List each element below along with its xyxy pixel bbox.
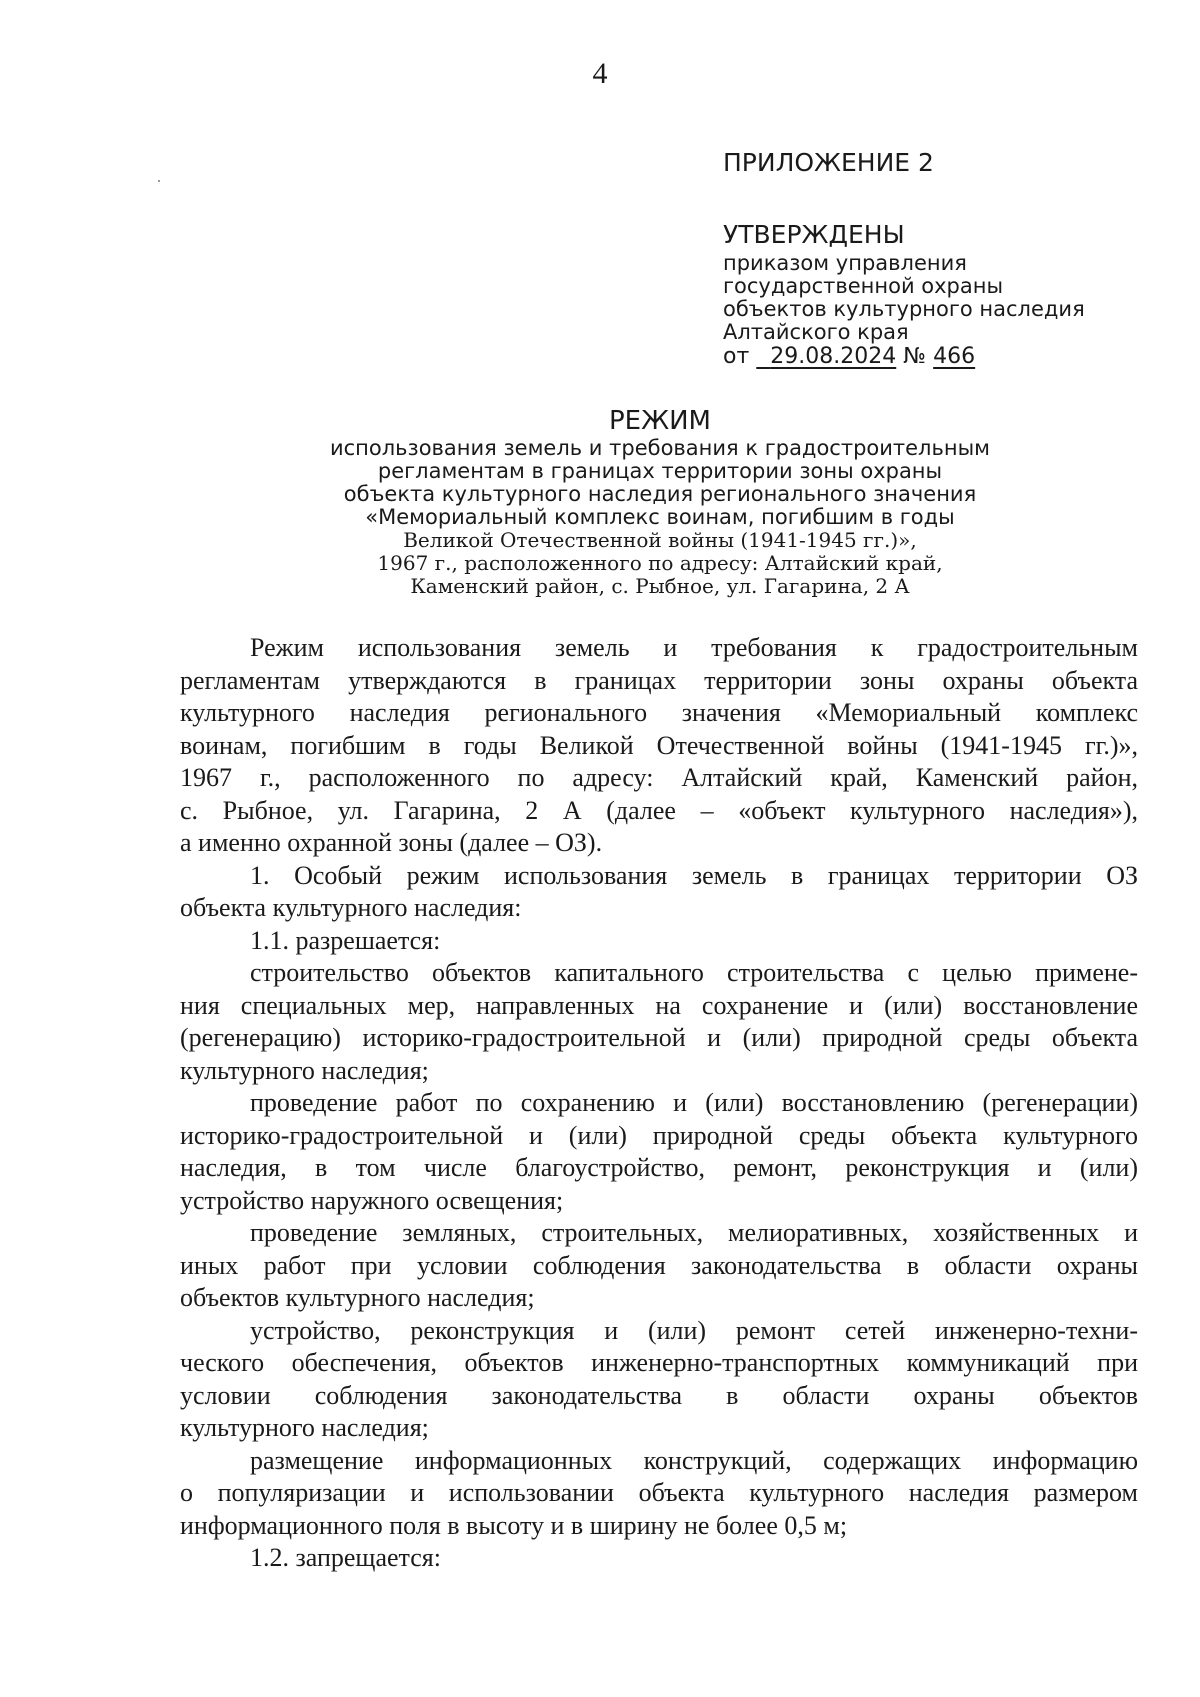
body-line: проведение работ по сохранению и (или) восстановлению (регенерации) [250,1088,1138,1117]
body-line: а именно охранной зоны (далее – ОЗ). [180,828,603,857]
order-date: 29.08.2024 [770,344,897,369]
appendix-label: ПРИЛОЖЕНИЕ 2 [723,148,934,177]
document-subtitle-line: регламентам в границах территории зоны охраны [377,459,943,483]
body-line: ческого обеспечения, объектов инженерно-транспортных коммуникаций при [180,1348,1138,1377]
body-line: историко-градостроительной и (или) природной среды объекта культурного [180,1120,1138,1150]
approved-label: УТВЕРЖДЕНЫ [723,220,905,249]
order-line: государственной охраны [723,274,1004,298]
document-subtitle-line: Каменский район, с. Рыбное, ул. Гагарина, 2 А [410,574,910,598]
body-line: проведение земляных, строительных, мелиоративных, хозяйственных и [250,1218,1138,1247]
body-line: воинам, погибшим в годы Великой Отечественной войны (1941-1945 гг.)», [180,730,1138,760]
body-line: объекта культурного наследия: [180,893,522,922]
approval-block [723,146,1163,370]
body-line: Режим использования земель и требования к градостроительным [250,633,1138,662]
document-subtitle-line: Великой Отечественной войны (1941-1945 гг.)», [403,528,917,552]
order-date-line [723,344,1163,370]
document-subtitle-line: «Мемориальный комплекс воинам, погибшим в годы [365,505,955,529]
body-line: строительство объектов капитального строительства с целью примене- [250,958,1138,987]
body-line: размещение информационных конструкций, содержащих информацию [250,1445,1138,1475]
body-line: культурного наследия; [180,1413,429,1442]
document-subtitle-line: объекта культурного наследия регионального значения [343,482,977,506]
date-prefix: от [723,344,750,369]
document-subtitle-line: 1967 г., расположенного по адресу: Алтайский край, [377,551,943,575]
order-line: объектов культурного наследия [723,297,1085,321]
document-title: РЕЖИМ [609,406,711,436]
order-line: Алтайского края [723,320,909,344]
order-line: приказом управления [723,251,967,275]
body-line: устройство наружного освещения; [180,1185,564,1215]
body-line: 1.1. разрешается: [250,925,441,955]
body-line: ния специальных мер, направленных на сохранение и (или) восстановление [180,990,1138,1020]
page-number: 4 [592,57,608,90]
scan-speck [158,180,160,182]
body-line: объектов культурного наследия; [180,1283,535,1312]
number-sign: № [903,344,927,369]
body-line: 1967 г., расположенного по адресу: Алтайский край, Каменский район, [180,763,1138,792]
document-title-block [250,405,1070,598]
body-line: (регенерацию) историко-градостроительной и (или) природной среды объекта [180,1023,1138,1052]
order-number: 466 [933,344,976,369]
body-line: иных работ при условии соблюдения законодательства в области охраны [180,1250,1138,1280]
body-line: культурного наследия регионального значения «Мемориальный комплекс [180,698,1138,727]
body-line: регламентам утверждаются в границах территории зоны охраны объекта [180,665,1138,695]
body-line: о популяризации и использовании объекта культурного наследия размером [180,1478,1138,1507]
body-line: культурного наследия; [180,1055,429,1085]
body-line: наследия, в том числе благоустройство, ремонт, реконструкция и (или) [180,1153,1138,1182]
body-line: информационного поля в высоту и в ширину не более 0,5 м; [180,1510,848,1540]
body-line: с. Рыбное, ул. Гагарина, 2 А (далее – «объект культурного наследия»), [180,795,1138,825]
body-line: 1. Особый режим использования земель в границах территории ОЗ [250,860,1138,890]
document-body [180,632,1138,1575]
body-line: устройство, реконструкция и (или) ремонт сетей инженерно-техни- [250,1315,1138,1345]
body-line: 1.2. запрещается: [250,1543,441,1572]
body-line: условии соблюдения законодательства в области охраны объектов [180,1380,1138,1410]
document-subtitle-line: использования земель и требования к градостроительным [329,436,991,460]
